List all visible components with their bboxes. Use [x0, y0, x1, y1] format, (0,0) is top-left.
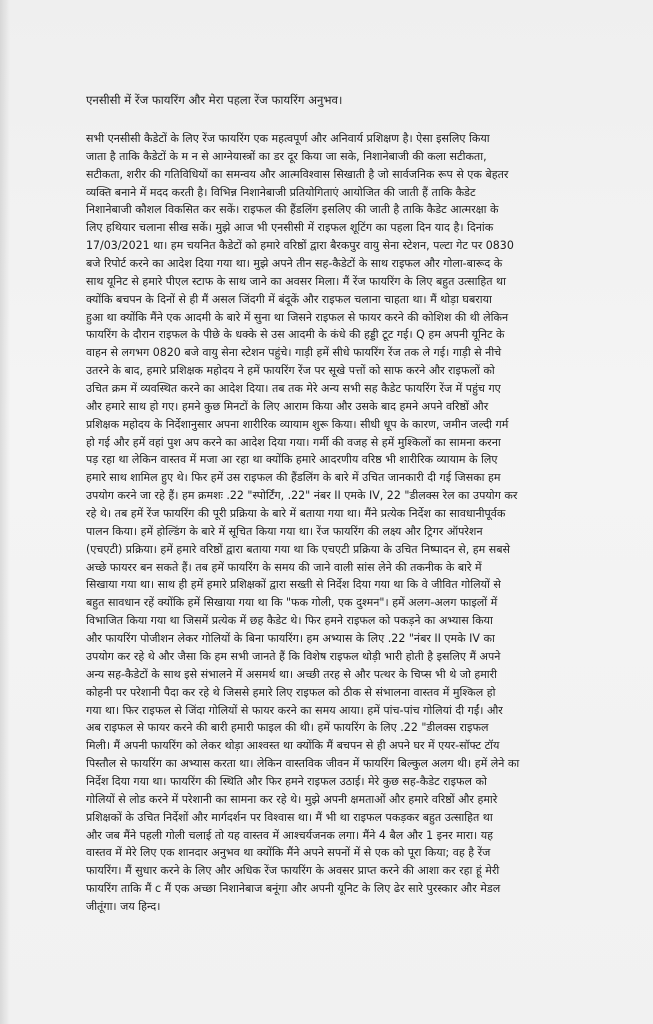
body-line: अन्य सह-कैडेटों के साथ इसे संभालने में असमर्थ था। अच्छी तरह से और पत्थर के चिप्स भी थे जो हमारी: [86, 667, 498, 681]
body-line: सिखाया गया था। साथ ही हमें हमारे प्रशिक्षकों द्वारा सख्ती से निर्देश दिया गया था कि वे जीवित गोलियों से: [86, 578, 501, 592]
body-line: सटीकता, शरीर की गतिविधियों का समन्वय और आत्मविश्वास सिखाती है जो सार्वजनिक रूप से एक बेहतर: [86, 167, 509, 181]
body-line: कोहनी पर परेशानी पैदा कर रहे थे जिससे हमारे लिए राइफल को ठीक से संभालना वास्तव में मुश्किल हो: [86, 685, 496, 699]
body-line: रहे थे। तब हमें रेंज फायरिंग की पूरी प्रक्रिया के बारे में बताया गया था। मैंने प्रत्येक निर्देश का सावधानीपूर्वक: [86, 507, 506, 521]
body-line: अब राइफल से फायर करने की बारी हमारी फाइल की थी। हमें फायरिंग के लिए .22 "डीलक्स राइफल: [86, 721, 489, 735]
body-line: सभी एनसीसी कैडेटों के लिए रेंज फायरिंग एक महत्वपूर्ण और अनिवार्य प्रशिक्षण है। ऐसा इसलिए किया: [86, 132, 490, 145]
body-line: गोलियों से लोड करने में परेशानी का सामना कर रहे थे। मुझे अपनी क्षमताओं और हमारे वरिष्ठों और हमारे: [86, 792, 498, 806]
body-line: क्योंकि बचपन के दिनों से ही मैं असल जिंदगी में बंदूकें और राइफल चलाना चाहता था। मैं थोड़ा घबराया: [86, 292, 492, 306]
body-line: प्रशिक्षकों के उचित निर्देशों और मार्गदर्शन पर विश्वास था। मैं भी था राइफल पकड़कर बहुत उत्साहित था: [86, 810, 493, 824]
document-body: [86, 130, 616, 916]
body-line: बहुत सावधान रहें क्योंकि हमें सिखाया गया था कि "फक गोली, एक दुश्मन"। हमें अलग-अलग फाइलों में: [86, 596, 498, 610]
body-line: और फायरिंग पोजीशन लेकर गोलियों के बिना फायरिंग। हम अभ्यास के लिए .22 "नंबर II एमके IV का: [86, 632, 495, 646]
body-line: पिस्तौल से फायरिंग का अभ्यास करता था। लेकिन वास्तविक जीवन में फायरिंग बिल्कुल अलग थी। हमें लेने का: [86, 757, 520, 771]
body-line: विभाजित किया गया था जिसमें प्रत्येक में छह कैडेट थे। फिर हमने राइफल को पकड़ने का अभ्यास किया: [86, 614, 493, 628]
body-line: बजे रिपोर्ट करने का आदेश दिया गया था। मुझे अपने तीन सह-कैडेटों के साथ राइफल और गोला-बारूद के: [86, 257, 503, 271]
body-line: और जब मैंने पहली गोली चलाई तो यह वास्तव में आश्चर्यजनक लगा। मैंने 4 बैल और 1 इनर मारा। यह: [86, 828, 494, 842]
body-line: पालन किया। हमें होल्डिंग के बारे में सूचित किया गया था। रेंज फायरिंग की लक्ष्य और ट्रिगर ऑपरेशन: [86, 524, 483, 538]
body-line: प्रशिक्षक महोदय के निर्देशानुसार अपना शारीरिक व्यायाम शुरू किया। सीधी धूप के कारण, जमीन जल्दी गर्म: [86, 417, 509, 431]
body-line: पड़ रहा था लेकिन वास्तव में मजा आ रहा था क्योंकि हमारे आदरणीय वरिष्ठ भी शारीरिक व्यायाम के लिए: [86, 453, 498, 467]
body-line: हुआ था क्योंकि मैंने एक आदमी के बारे में सुना था जिसने राइफल से फायर करने की कोशिश की थी लेकिन: [86, 310, 509, 324]
body-line: उपयोग कर रहे थे और जैसा कि हम सभी जानते हैं कि विशेष राइफल थोड़ी भारी होती है इसलिए मैं अपने: [86, 649, 501, 663]
body-line: वाहन से लगभग 0820 बजे वायु सेना स्टेशन पहुंचे। गाड़ी हमें सीधे फायरिंग रेंज तक ले गई। गाड़ी से नीचे: [86, 346, 502, 360]
body-line: व्यक्ति बनाने में मदद करती है। विभिन्न निशानेबाजी प्रतियोगिताएं आयोजित की जाती हैं ताकि कैडेट: [86, 185, 476, 199]
body-line: जाता है ताकि कैडेटों के म न से आग्नेयास्त्रों का डर दूर किया जा सके, निशानेबाजी की कला सटीकता,: [86, 149, 487, 163]
body-line: फायरिंग ताकि मैं c मैं एक अच्छा निशानेबाज बनूंगा और अपनी यूनिट के लिए ढेर सारे पुरस्कार और मेडल: [86, 882, 501, 896]
body-line: निर्देश दिया गया था। फायरिंग की स्थिति और फिर हमने राइफल उठाई। मेरे कुछ सह-कैडेट राइफल को: [86, 774, 487, 788]
body-line: हो गई और हमें वहां पुश अप करने का आदेश दिया गया। गर्मी की वजह से हमें मुश्किलों का सामना करना: [86, 435, 501, 449]
body-line: 17/03/2021 था। हम चयनित कैडेटों को हमारे वरिष्ठों द्वारा बैरकपुर वायु सेना स्टेशन, पल्टा गेट पर 0830: [86, 239, 514, 253]
body-line: उपयोग करने जा रहे हैं। हम क्रमशः .22 "स्पोर्टिंग, .22" नंबर II एमके IV, 22 "डीलक्स रेल का उपयोग कर: [86, 489, 518, 503]
body-line: अच्छे फायरर बन सकते हैं। तब हमें फायरिंग के समय की जाने वाली सांस लेने की तकनीक के बारे में: [86, 560, 482, 574]
document-title: एनसीसी में रेंज फायरिंग और मेरा पहला रेंज फायरिंग अनुभव।: [86, 93, 343, 107]
page-edge-shadow: [0, 0, 10, 1024]
body-line: मिली। मैं अपनी फायरिंग को लेकर थोड़ा आश्वस्त था क्योंकि मैं बचपन से ही अपने घर में एयर-सॉफ्ट टॉय: [86, 739, 500, 753]
body-line: (एचएटी) प्रक्रिया। हमें हमारे वरिष्ठों द्वारा बताया गया था कि एचएटी प्रक्रिया के उचित निष्पादन से, हम सबसे: [86, 542, 511, 556]
body-line: और हमारे साथ हो गए। हमने कुछ मिनटों के लिए आराम किया और उसके बाद हमने अपने वरिष्ठों और: [86, 399, 489, 413]
body-line: उचित क्रम में व्यवस्थित करने का आदेश दिया। तब तक मेरे अन्य सभी सह कैडेट फायरिंग रेंज में पहुंच गए: [86, 382, 501, 396]
body-line: वास्तव में मेरे लिए एक शानदार अनुभव था क्योंकि मैंने अपने सपनों में से एक को पूरा किया; वह है रेंज: [86, 846, 491, 860]
body-line: गया था। फिर राइफल से जिंदा गोलियों से फायर करने का समय आया। हमें पांच-पांच गोलियां दी गईं। और: [86, 703, 503, 717]
body-line: फायरिंग। मैं सुधार करने के लिए और अधिक रेंज फायरिंग के अवसर प्राप्त करने की आशा कर रहा हूं मेरी: [86, 864, 500, 878]
body-line: जीतूंगा। जय हिन्द।: [86, 899, 161, 913]
body-line: फायरिंग के दौरान राइफल के पीछे के धक्के से उस आदमी के कंधे की हड्डी टूट गई। Q हम अपनी यूनिट के: [86, 328, 505, 342]
body-line: लिए हथियार चलाना सीख सकें। मुझे आज भी एनसीसी में राइफल शूटिंग का पहला दिन याद है। दिनांक: [86, 221, 494, 235]
body-line: उतरने के बाद, हमारे प्रशिक्षक महोदय ने हमें फायरिंग रेंज पर सूखे पत्तों को साफ करने और राइफलों को: [86, 364, 495, 378]
body-line: निशानेबाजी कौशल विकसित कर सकें। राइफल की हैंडलिंग इसलिए की जाती है ताकि कैडेट आत्मरक्षा के: [86, 203, 499, 217]
body-line: साथ यूनिट से हमारे पीएल स्टाफ के साथ जाने का अवसर मिला। मैं रेंज फायरिंग के लिए बहुत उत्साहित था: [86, 274, 506, 288]
body-line: हमारे साथ शामिल हुए थे। फिर हमें उस राइफल की हैंडलिंग के बारे में उचित जानकारी दी गई जिसका हम: [86, 471, 501, 485]
